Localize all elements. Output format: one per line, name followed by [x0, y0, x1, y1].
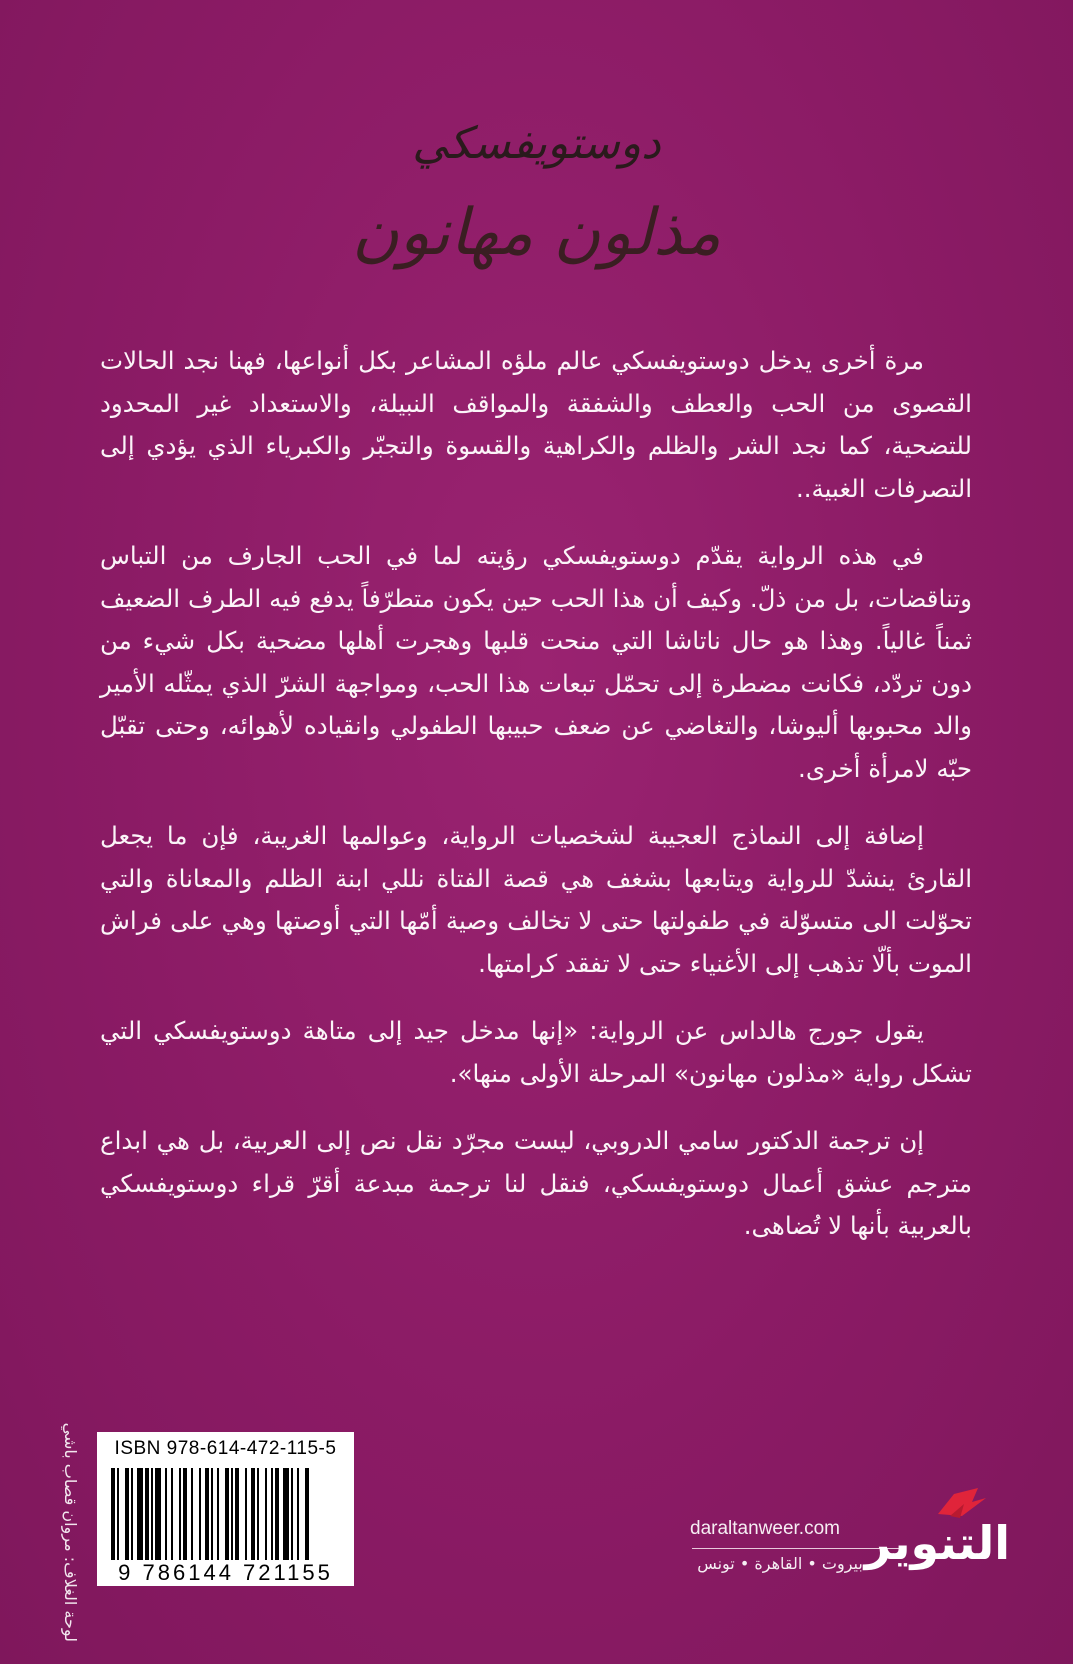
publisher-logo: [864, 1480, 1010, 1600]
blurb-text: [100, 340, 972, 1273]
isbn-barcode: [97, 1432, 354, 1586]
book-title: مذلون مهانون: [352, 196, 721, 270]
isbn-number: ISBN 978-614-472-115-5: [114, 1438, 337, 1459]
blurb-paragraph: إضافة إلى النماذج العجيبة لشخصيات الرواية، وعوالمها الغريبة، فإن ما يجعل القارئ ينشدّ للرواية ويتابعها بشغف هي قصة الفتاة نللي ابنة الظلم والمعاناة والتي تحوّلت الى متسوّلة في طفولتها حتى لا تخالف وصية أمّها التي أوصتها وهي على فراش الموت بألّا تذهب إلى الأغنياء حتى لا تفقد كرامتها.: [100, 821, 972, 978]
blurb-paragraph: يقول جورج هالداس عن الرواية: «إنها مدخل جيد إلى متاهة دوستويفسكي التي تشكل رواية «مذلون مهانون» المرحلة الأولى منها».: [100, 1016, 972, 1088]
blurb-paragraph: في هذه الرواية يقدّم دوستويفسكي رؤيته لما في الحب الجارف من التباس وتناقضات، بل من ذلّ. وكيف أن هذا الحب حين يكون متطرّفاً يدفع فيه الطرف الضعيف ثمناً غالياً. وهذا هو حال ناتاشا التي منحت قلبها وهجرت أهلها مضحية بكل شيء من دون تردّد، فكانت مضطرة إلى تحمّل تبعات هذا الحب، ومواجهة الشرّ الذي يمثّله الأمير والد محبوبها أليوشا، والتغاضي عن ضعف حبيبها الطفولي وانقياده لأهوائه، وحتى تقبّل حبّه لامرأة أخرى.: [100, 541, 972, 783]
publisher-logo-text: التنوير: [864, 1516, 1010, 1570]
barcode-digits: 9 786144 721155: [118, 1560, 333, 1585]
flag-icon: [900, 1480, 1010, 1520]
publisher-cities: بيروت • القاهرة • تونس: [697, 1554, 863, 1573]
blurb-paragraph: مرة أخرى يدخل دوستويفسكي عالم ملؤه المشاعر بكل أنواعها، فهنا نجد الحالات القصوى من الحب والعطف والشفقة والمواقف النبيلة، والاستعداد غير المحدود للتضحية، كما نجد الشر والظلم والكراهية والقسوة والتجبّر والكبرياء الذي يؤدي إلى التصرفات الغبية..: [100, 346, 972, 503]
barcode-bars: [111, 1468, 341, 1560]
cover-art-credit: لوحة الغلاف: مروان قصاب باشي: [61, 1422, 80, 1642]
publisher-website: daraltanweer.com: [690, 1518, 840, 1539]
blurb-paragraph: إن ترجمة الدكتور سامي الدروبي، ليست مجرّد نقل نص إلى العربية، بل هي ابداع مترجم عشق أعمال دوستويفسكي، فنقل لنا ترجمة مبدعة أقرّ قراء دوستويفسكي بالعربية بأنها لا تُضاهى.: [100, 1126, 972, 1240]
author-name: دوستويفسكي: [412, 118, 661, 169]
